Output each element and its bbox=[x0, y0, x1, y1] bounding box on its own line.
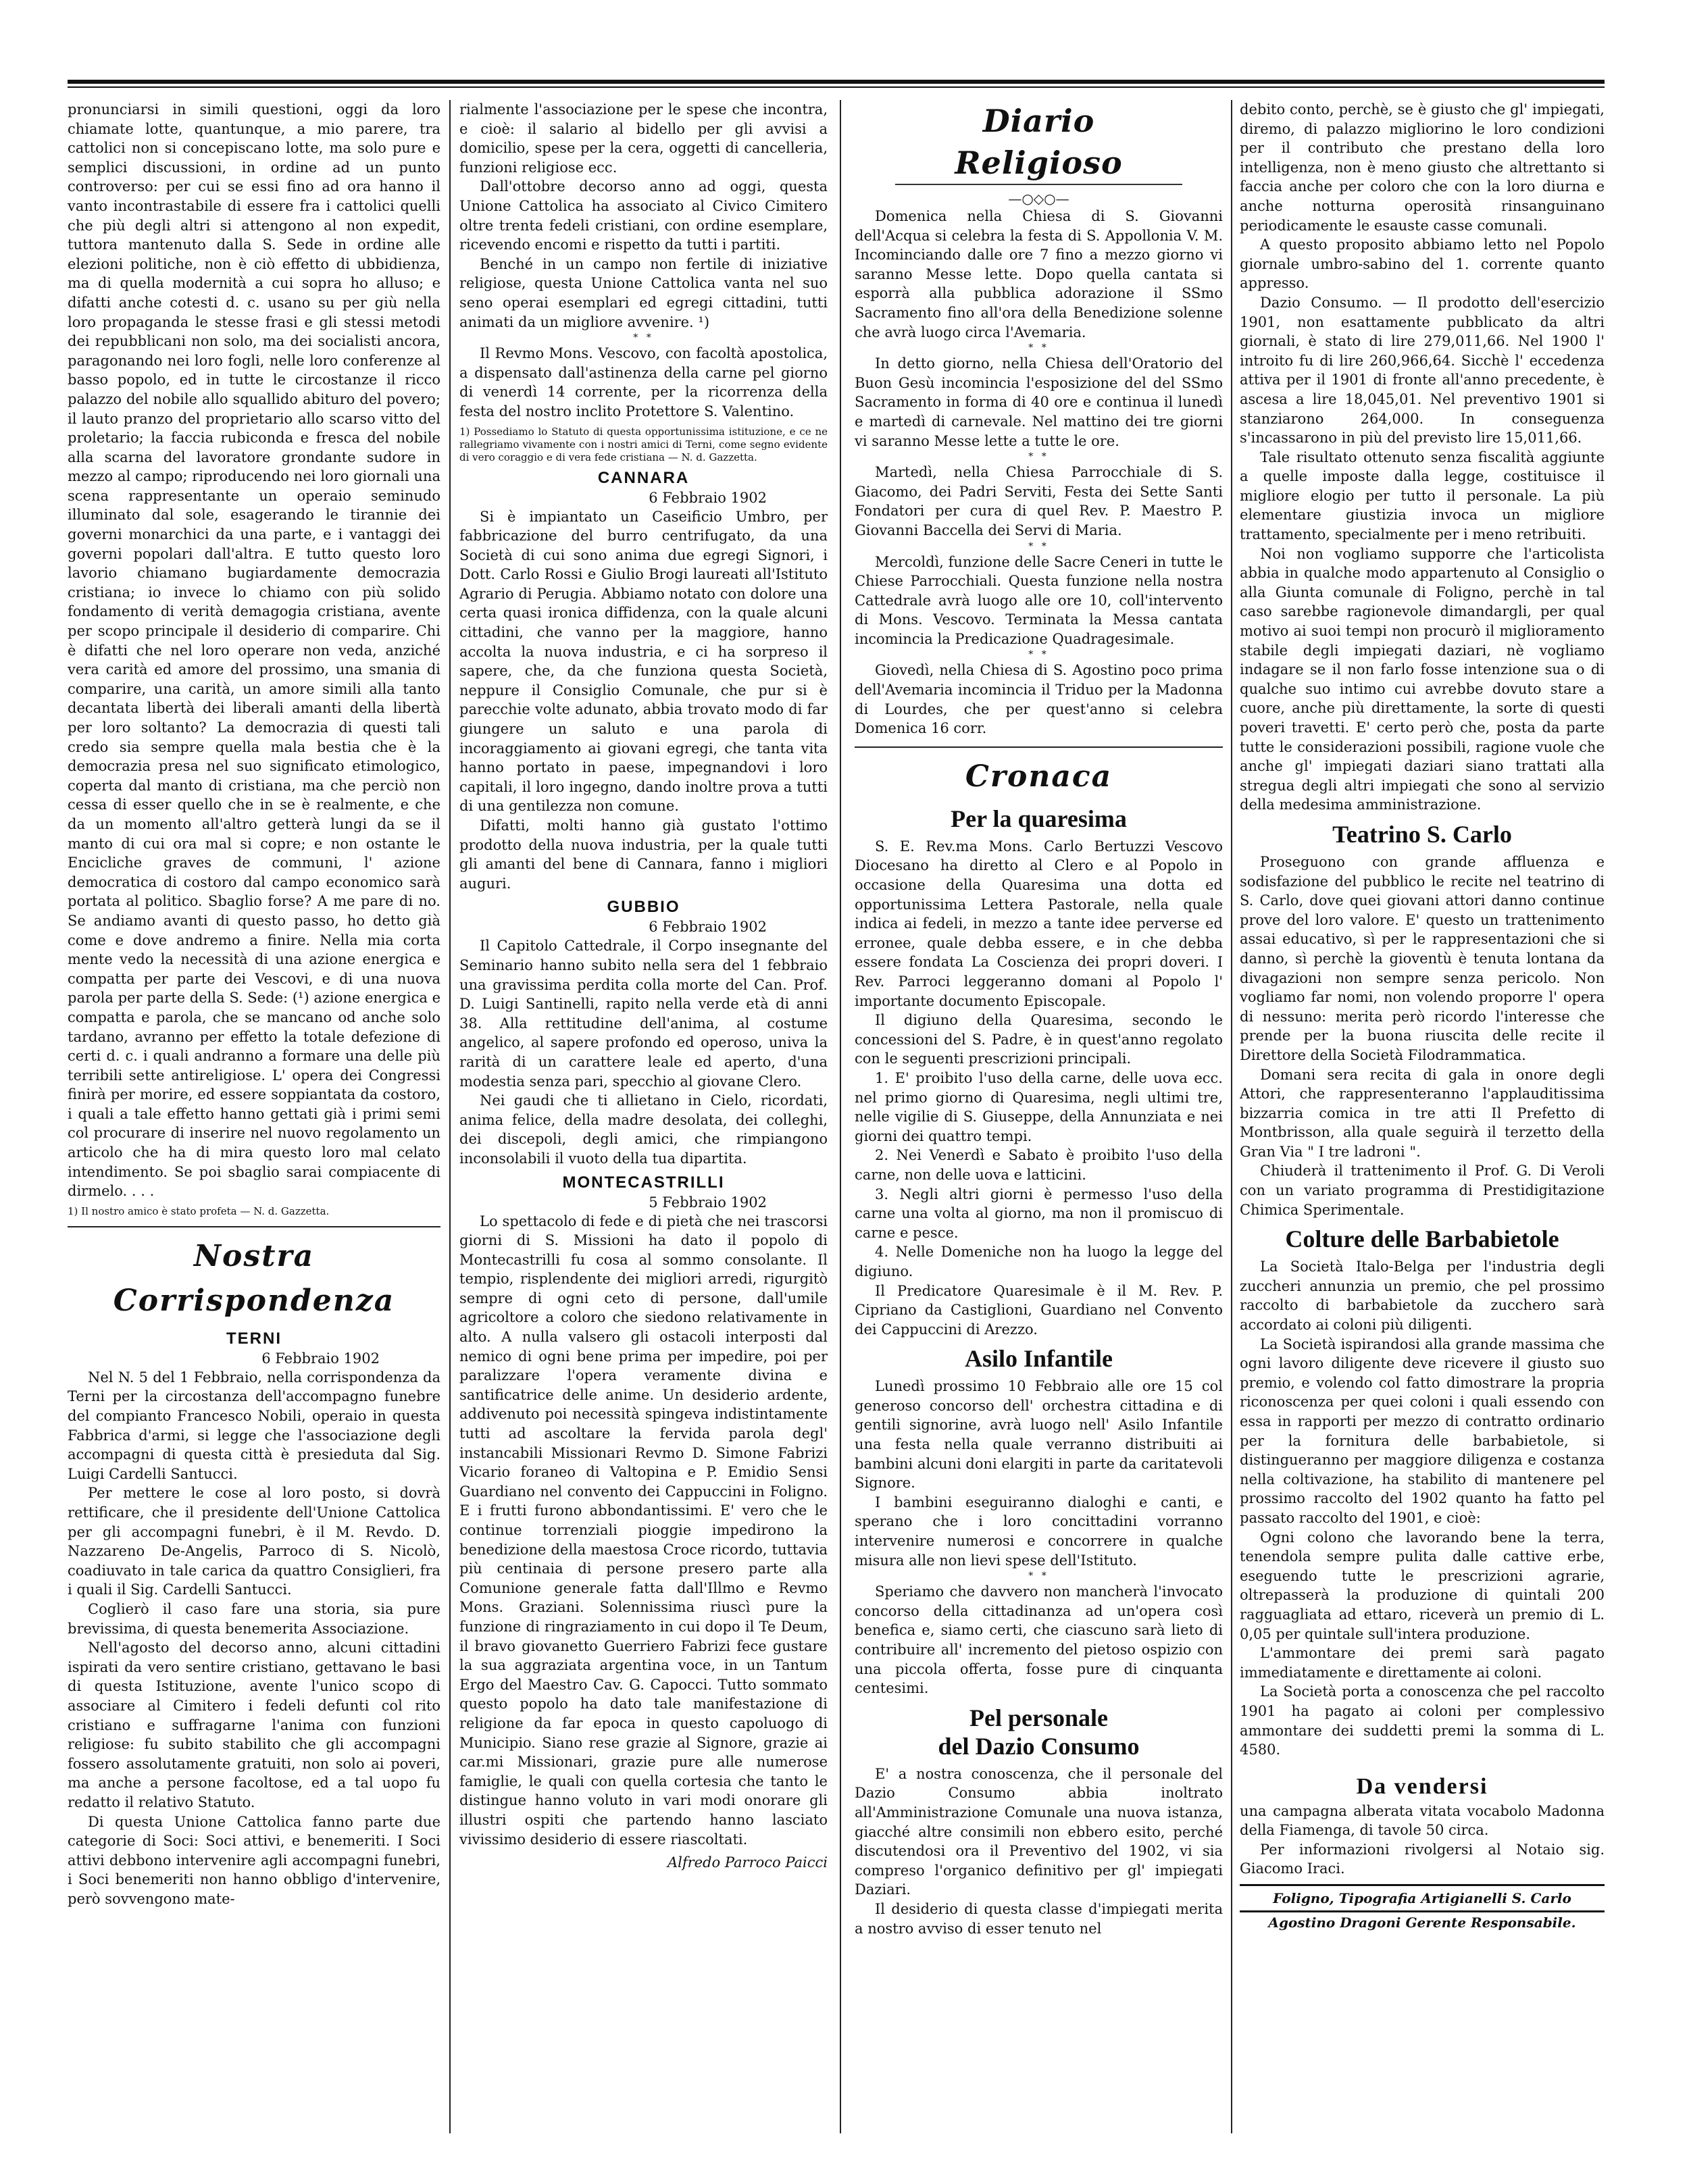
column-1 bbox=[68, 100, 440, 2160]
dateline-date: 5 Febbraio 1902 bbox=[649, 1194, 767, 1211]
article-paragraph: Domani sera recita di gala in onore degli Attori, che rappresenteranno l'applauditissima bizzarria comica in tre atti Il Prefetto di Montbrisson, alla quale seguirà il terzetto della Gran Via " I tre ladroni ". bbox=[1240, 1066, 1605, 1160]
column-rule bbox=[449, 100, 451, 2133]
asterism: * * bbox=[1028, 1571, 1049, 1582]
advertisement-title: Da vendersi bbox=[1356, 1773, 1488, 1799]
ornament: —○◇○— bbox=[1008, 191, 1069, 207]
article-headline: Pel personale bbox=[969, 1704, 1108, 1731]
article-paragraph: 4. Nelle Domeniche non ha luogo la legge del digiuno. bbox=[855, 1244, 1223, 1279]
article-headline: Teatrino S. Carlo bbox=[1332, 820, 1512, 848]
article-paragraph: pronunciarsi in simili questioni, oggi da loro chiamate lotte, quantunque, a mio parere, tra cattolici non si concepiscano lotte, ma solo pure e semplici discussioni, in ordine ad un punto controverso: per cui se essi fino ad ora hanno il vanto incontrastabile di essere fra i cattolici quelli che più degli altri si attengono al non expedit, tuttora mantenuto dalla S. Sede in ordine alle elezioni politiche, non è ciò effetto di ubbidienza, ma di quella modernità a cui sopra ho alluso; e difatti anche cotesti d. c. usano su per giù nella loro propaganda le stesse frasi e gli stessi metodi dei repubblicani non solo, ma dei socialisti ancora, paragonando nei loro fogli, nelle loro conferenze al basso popolo, ed in tutte le circostanze il ricco palazzo del nobile allo squallido abituro del povero; il lauto pranzo del proprietario allo scarso vitto del proletario; la faccia rubiconda e fresca del nobile alla scarna del lavoratore grondante sudore in mezzo al campo; riproducendo nei loro giornali una scena rappresentante un operaio seminudo illuminato dal sole, esagerando le tirannie dei governi monarchici da una parte, e i vantaggi dei governi popolari dall'altra. E tutto questo loro lavorio chiamano bugiardamente democrazia cristiana; io invece lo chiamo con più solido fondamento di verità demagogia cristiana, avente per scopo principale il desiderio di comparire. Chi è difatti che nel loro operare non veda, anziché vera carità ed amore del prossimo, una smania di comparire, una carità, un amore simili alla tanto decantata libertà dei liberali amanti della libertà per loro soltanto? La democrazia di questi tali credo sia sempre quella mala bestia che è la democrazia presa nel suo significato etimologico, coperta dal manto di cristiana, ma che perciò non cessa di esser quello che in se è realmente, e che da un momento all'altro getterà lungi da se il manto di cui ora mal si copre; e non ostante le Encicliche graves de communi, l' azione democratica di costoro dal campo economico sarà portata al politico. Sbaglio forse? A me pare di no. Se andiamo avanti di questo passo, ho detto già come e dove andremo a finire. Nella mia corta mente vedo la necessità di una azione energica e compatta per parte dei Vescovi, e di una nuova parola per parte della S. Sede: (¹) azione energica e compatta e parola, che se mancano od anche solo tardano, avranno per effetto la totale defezione di certi d. c. i quali andranno a formare una delle più terribili sette antireligiose. L' opera dei Congressi finirà per morire, ed essere soppiantata da costoro, i quali a tale effetto hanno gettati già i primi semi col procurare di inserire nel nuovo regolamento un articolo che ha di mira questo loro mal celato intendimento. Se poi sbaglio sarai compiacente di dirmelo. . . . bbox=[68, 101, 440, 1200]
publisher-imprint: Agostino Dragoni Gerente Responsabile. bbox=[1268, 1914, 1576, 1931]
newspaper-page bbox=[68, 80, 1605, 2160]
advertisement-text: Per informazioni rivolgersi al Notaio sig. Giacomo Iraci. bbox=[1240, 1841, 1605, 1877]
article-paragraph: Noi non vogliamo supporre che l'articolista abbia in qualche modo appartenuto al Consiglio o alla Giunta comunale di Foligno, perchè in tal caso sarebbe ragionevole dimandargli, per qual motivo ai suoi tempi non procurò il miglioramento stabile degli impiegati daziari, nè vogliamo indagare se il non farlo fosse intenzione sua o di qualche suo intimo cui avrebbe dovuto stare a cuore, anche più direttamente, la sorte di questi poveri travetti. E' certo però che, posta da parte tutte le considerazioni possibili, ragione vuole che anche gl' impiegati daziari siano trattati alla stregua degli altri impiegati che sono al servizio della medesima amministrazione. bbox=[1240, 545, 1605, 813]
asterism: * * bbox=[1028, 342, 1049, 354]
article-paragraph: La Società Italo-Belga per l'industria degli zuccheri annunzia un premio, che pel prossimo raccolto di barbabietole da zucchero sarà accordato ai coloni più diligenti. bbox=[1240, 1259, 1605, 1334]
article-headline: Per la quaresima bbox=[951, 805, 1127, 832]
asterism: * * bbox=[633, 332, 654, 344]
dateline-city: TERNI bbox=[226, 1329, 282, 1348]
article-paragraph: Di questa Unione Cattolica fanno parte due categorie di Soci: Soci attivi, e benemeriti. I Soci attivi debbono intervenire agli accompagni funebri, i Soci benemeriti non hanno obbligo d'intervenire, però sovvengono mate- bbox=[68, 1813, 440, 1907]
dateline-date: 6 Febbraio 1902 bbox=[649, 919, 767, 936]
section-divider bbox=[855, 746, 1223, 748]
article-paragraph: Martedì, nella Chiesa Parrocchiale di S. Giacomo, dei Padri Serviti, Festa dei Sette Santi Fondatori per cura di quel Rev. P. Maestro P. Giovanni Baccella dei Servi di Maria. bbox=[855, 464, 1223, 538]
signature: Alfredo Parroco Paicci bbox=[667, 1854, 828, 1871]
article-paragraph: S. E. Rev.ma Mons. Carlo Bertuzzi Vescovo Diocesano ha diretto al Clero e al Popolo in occasione della Quaresima una dotta ed opportunissima Lettera Pastorale, nella quale indica ai fedeli, in mezzo a tante idee perverse ed erronee, quale debba essere, e in che debba essere fondata La Coscienza dei propri doveri. I Rev. Parroci leggeranno domani al Popolo l' importante documento Episcopale. bbox=[855, 838, 1223, 1009]
article-paragraph: Per mettere le cose al loro posto, si dovrà rettificare, che il presidente dell'Unione Cattolica per gli accompagni funebri, è il M. Revdo. D. Nazzareno De-Angelis, Parroco di S. Nicolò, coadiuvato in tale carica da quattro Consiglieri, fra i quali il Sig. Cardelli Santucci. bbox=[68, 1485, 440, 1598]
section-heading-cronaca: Cronaca bbox=[965, 759, 1113, 794]
article-paragraph: Si è impiantato un Caseificio Umbro, per fabbricazione del burro centrifugato, da una Società di cui sono anima due egregi Signori, i Dott. Carlo Rossi e Giulio Brogi laureati all'Istituto Agrario di Perugia. Abbiamo notato con dolore una certa quasi ironica diffidenza, con la quale alcuni cittadini, che vanno per la maggiore, hanno accolta la nuova industria, e ci ha sorpreso il sapere, che, da che funziona questa Società, neppure il Consiglio Comunale, che pur si è parecchie volte adunato, abbia trovato modo di far giungere un saluto e una parola di incoraggiamento ai giovani egregi, che tanta vita hanno portato in paese, impegnandovi i loro capitali, il loro ingegno, dando inoltre prova a tutti di una gentilezza non comune. bbox=[459, 508, 828, 815]
article-paragraph: Dall'ottobre decorso anno ad oggi, questa Unione Cattolica ha associato al Civico Cimitero oltre trenta fedeli cristiani, con ordine esemplare, ricevendo encomi e rispetto da tutti i partiti. bbox=[459, 178, 828, 253]
article-paragraph: Il Capitolo Cattedrale, il Corpo insegnante del Seminario hanno subito nella sera del 1 febbraio una gravissima perdita colla morte del Can. Prof. D. Luigi Santinelli, rapito nella verde età di anni 38. Alla rettitudine dell'anima, al costume angelico, al sapere profondo ed operoso, univa la rarità di un carattere leale ed aperto, d'una modestia senza pari, specchio al giovane Clero. bbox=[459, 938, 828, 1090]
article-paragraph: Nel N. 5 del 1 Febbraio, nella corrispondenza da Terni per la circostanza dell'accompagno funebre del compianto Francesco Nobili, operaio in questa Fabbrica d'armi, si legge che l'associazione degli accompagni di questa città è presieduta dal Sig. Luigi Cardelli Santucci. bbox=[68, 1369, 440, 1482]
article-paragraph: Giovedì, nella Chiesa di S. Agostino poco prima dell'Avemaria incomincia il Triduo per la Madonna di Lourdes, che per quest'anno si celebra Domenica 16 corr. bbox=[855, 662, 1223, 737]
article-paragraph: Il Revmo Mons. Vescovo, con facoltà apostolica, a dispensato dall'astinenza della carne pel giorno di venerdì 14 corrente, per la ricorrenza della festa del nostro inclito Protettore S. Valentino. bbox=[459, 345, 828, 420]
column-3 bbox=[855, 100, 1223, 2160]
asterism: * * bbox=[1028, 451, 1049, 463]
dateline-city: GUBBIO bbox=[607, 898, 680, 917]
article-paragraph: 3. Negli altri giorni è permesso l'uso della carne una volta al giorno, ma non il promiscuo di carne e pesce. bbox=[855, 1186, 1223, 1241]
asterism: * * bbox=[1028, 540, 1049, 552]
article-paragraph: Tale risultato ottenuto senza fiscalità aggiunte a quelle imposte dalla legge, costituisce il migliore elogio per tutto il personale. La più elementare giustizia invoca un migliore trattamento, specialmente per i meno retribuiti. bbox=[1240, 449, 1605, 543]
column-rule bbox=[840, 100, 841, 2133]
column-4 bbox=[1240, 100, 1605, 2160]
article-headline: Asilo Infantile bbox=[964, 1345, 1113, 1373]
article-paragraph: Coglierò il caso fare una storia, sia pure brevissima, di questa benemerita Associazione. bbox=[68, 1600, 440, 1637]
article-paragraph: Domenica nella Chiesa di S. Giovanni dell'Acqua si celebra la festa di S. Appollonia V. M. Incominciando dalle ore 7 fino a mezzo giorno vi saranno Messe lette. Dopo quella cantata si esporrà alla pubblica adorazione il SSmo Sacramento fino all'ora della Benedizione solenne che avrà luogo circa l'Avemaria. bbox=[855, 208, 1223, 340]
article-paragraph: rialmente l'associazione per le spese che incontra, e cioè: il salario al bidello per gli avvisi a domicilio, spese per la cera, oggetti di cancelleria, funzioni religiose ecc. bbox=[459, 101, 828, 176]
article-paragraph: Benché in un campo non fertile di iniziative religiose, questa Unione Cattolica vanta nel suo seno operai esemplari ed egregi cittadini, tutti animati da un migliore avvenire. ¹) bbox=[459, 255, 828, 330]
section-divider bbox=[68, 1226, 440, 1227]
article-paragraph: E' a nostra conoscenza, che il personale del Dazio Consumo abbia inoltrato all'Amministrazione Comunale una nuova istanza, giacché altre consimili non ebbero esito, perché discutendosi ora il Preventivo del 1902, vi sia compreso l'organico definitivo per gl' impiegati Daziari. bbox=[855, 1765, 1223, 1898]
top-rule bbox=[68, 80, 1605, 84]
section-heading-diario-religioso: Diario Religioso bbox=[895, 100, 1182, 185]
article-paragraph: L'ammontare dei premi sarà pagato immediatamente e direttamente ai coloni. bbox=[1240, 1645, 1605, 1681]
asterism: * * bbox=[1028, 649, 1049, 661]
section-heading-corrispondenza: Nostra Corrispondenza bbox=[113, 1238, 395, 1318]
printer-imprint: Foligno, Tipografia Artigianelli S. Carlo bbox=[1240, 1884, 1605, 1912]
footnote: 1) Il nostro amico è stato profeta — N. d. Gazzetta. bbox=[68, 1204, 330, 1217]
article-paragraph: Il Predicatore Quaresimale è il M. Rev. P. Cipriano da Castiglioni, Guardiano nel Convento dei Cappuccini di Arezzo. bbox=[855, 1282, 1223, 1338]
article-paragraph: Proseguono con grande affluenza e sodisfazione del pubblico le recite nel teatrino di S. Carlo, dove quei giovani attori danno continue prove del loro valore. E' questo un trattenimento assai educativo, sì per le rappresentazioni che si danno, sì perchè la gioventù è tenuta lontana da divagazioni non sempre senza pericolo. Non vogliamo far nomi, non volendo proporre l' opera di nessuno: merita però ricordo l'interesse che prende per la buona riuscita delle recite il Direttore della Società Filodrammatica. bbox=[1240, 853, 1605, 1063]
top-rule-thin bbox=[68, 86, 1605, 88]
article-paragraph: debito conto, perchè, se è giusto che gl' impiegati, diremo, di palazzo migliorino le loro condizioni per il contributo che prestano della loro intelligenza, non è meno giusto che altrettanto si faccia anche per coloro che con la loro diurna e anche notturna operosità rinsanguinano periodicamente le esauste casse comunali. bbox=[1240, 101, 1605, 234]
advertisement-text: una campagna alberata vitata vocabolo Madonna della Fiamenga, di tavole 50 circa. bbox=[1240, 1802, 1605, 1839]
dateline-date: 6 Febbraio 1902 bbox=[649, 489, 767, 506]
article-headline: del Dazio Consumo bbox=[938, 1732, 1140, 1760]
dateline-date: 6 Febbraio 1902 bbox=[261, 1350, 380, 1367]
article-paragraph: Nei gaudi che ti allietano in Cielo, ricordati, anima felice, della madre desolata, dei colleghi, dei discepoli, degli amici, che rimpiangono inconsolabili il vuoto della tua dipartita. bbox=[459, 1092, 828, 1167]
article-paragraph: Ogni colono che lavorando bene la terra, tenendola sempre pulita dalle cattive erbe, eseguendo tutte le prescrizioni agrarie, oltrepasserà la produzione di quintali 200 ragguagliata ad ettaro, riceverà un premio di L. 0,05 per quintale sull'intera produzione. bbox=[1240, 1529, 1605, 1642]
article-paragraph: A questo proposito abbiamo letto nel Popolo giornale umbro-sabino del 1. corrente quanto appresso. bbox=[1240, 236, 1605, 292]
article-paragraph: Difatti, molti hanno già gustato l'ottimo prodotto della nuova industria, per la quale tutti gli amanti del bene di Cannara, fanno i migliori auguri. bbox=[459, 817, 828, 892]
article-paragraph: Dazio Consumo. — Il prodotto dell'esercizio 1901, non esattamente pubblicato da altri giornali, è stato di lire 279,011,66. Nel 1900 l' introito fu di lire 260,966,64. Sicchè l' eccedenza attiva per il 1901 di fronte all'anno precedente, è ascesa a lire 18,045,01. Nel preventivo 1901 si stanziarono 264,000. In conseguenza s'incassarono in più del previsto lire 15,011,66. bbox=[1240, 294, 1605, 447]
article-paragraph: La Società ispirandosi alla grande massima che ogni lavoro diligente deve ricevere il giusto suo premio, e volendo col fatto dimostrare la propria riconoscenza per quei coloni i quali essendo con essa in rapporti per mezzo di contratto ordinario per la fornitura delle barbabietole, si distingueranno per maggiore diligenza e costanza nella coltivazione, ha stabilito di mantenere pel prossimo raccolto del 1902 quanto ha fatto pel passato raccolto del 1901, e cioè: bbox=[1240, 1336, 1605, 1526]
article-paragraph: 2. Nei Venerdì e Sabato è proibito l'uso della carne, non delle uova e latticini. bbox=[855, 1147, 1223, 1183]
column-2 bbox=[459, 100, 828, 2160]
article-paragraph: Chiuderà il trattenimento il Prof. G. Di Veroli con un variato programma di Prestidigitazione Chimica Sperimentale. bbox=[1240, 1163, 1605, 1218]
article-paragraph: I bambini eseguiranno dialoghi e canti, e sperano che i loro concittadini vorranno intervenire numerosi e concorrere in qualche misura alle non lievi spese dell'Istituto. bbox=[855, 1494, 1223, 1569]
column-rule bbox=[1231, 100, 1232, 2133]
article-paragraph: 1. E' proibito l'uso della carne, delle uova ecc. nel primo giorno di Quaresima, negli ultimi tre, nelle vigilie di S. Giuseppe, della Annunziata e nei giorni dei quattro tempi. bbox=[855, 1069, 1223, 1144]
footnote: 1) Possediamo lo Statuto di questa opportunissima istituzione, e ce ne rallegriamo vivamente con i nostri amici di Terni, come segno evidente di vero coraggio e di vera fede cristiana — N. d. Gazzetta. bbox=[459, 425, 828, 463]
article-paragraph: Il digiuno della Quaresima, secondo le concessioni del S. Padre, è in quest'anno regolato con le seguenti prescrizioni principali. bbox=[855, 1012, 1223, 1067]
article-paragraph: Speriamo che davvero non mancherà l'invocato concorso della cittadinanza ad un'opera così benefica e, siamo certi, che ciascuno sarà lieto di contribuire all' incremento del pietoso ospizio con una piccola offerta, fosse pure di cinquanta centesimi. bbox=[855, 1583, 1223, 1697]
dateline-city: CANNARA bbox=[597, 468, 690, 487]
article-paragraph: In detto giorno, nella Chiesa dell'Oratorio del Buon Gesù incomincia l'esposizione del del SSmo Sacramento in forma di 40 ore e continua il lunedì e martedì di carnevale. Nel mattino dei tre giorni vi saranno Messe lette a tutte le ore. bbox=[855, 355, 1223, 449]
article-paragraph: Mercoldì, funzione delle Sacre Ceneri in tutte le Chiese Parrocchiali. Questa funzione nella nostra Cattedrale avrà luogo alle ore 10, coll'intervento di Mons. Vescovo. Terminata la Messa cantata incomincia la Predicazione Quadragesimale. bbox=[855, 553, 1223, 647]
article-paragraph: Nell'agosto del decorso anno, alcuni cittadini ispirati da vero sentire cristiano, gettavano le basi di questa Istituzione, avente l'unico scopo di associare al Cimitero i fedeli defunti col rito cristiano e suffragarne l'anima con funzioni religiose: fu subito stabilito che gli accompagni fossero assolutamente gratuiti, non solo ai poveri, ma anche a persone facoltose, ed a tal uopo fu redatto il relativo Statuto. bbox=[68, 1640, 440, 1810]
article-paragraph: Lunedì prossimo 10 Febbraio alle ore 15 col generoso concorso dell' orchestra cittadina e di gentili signorine, avrà luogo nell' Asilo Infantile una festa nella quale verranno distribuiti ai bambini alcuni doni elargiti in parte da caritatevoli Signore. bbox=[855, 1378, 1223, 1492]
dateline-city: MONTECASTRILLI bbox=[562, 1173, 725, 1192]
article-paragraph: La Società porta a conoscenza che pel raccolto 1901 ha pagato ai coloni per complessivo ammontare dei suddetti premi la somma di L. 4580. bbox=[1240, 1683, 1605, 1758]
article-paragraph: Il desiderio di questa classe d'impiegati merita a nostro avviso di esser tenuto nel bbox=[855, 1900, 1223, 1937]
article-paragraph: Lo spettacolo di fede e di pietà che nei trascorsi giorni di S. Missioni ha dato il popolo di Montecastrilli fu cosa al sommo consolante. Il tempio, risplendente dei migliori arredi, rigurgitò sempre di ogni ceto di persone, dall'umile agricoltore a coloro che siedono relativamente in alto. A nulla valsero gli ostacoli interposti dal nemico di ogni bene prima per impedire, poi per paralizzare l'opera veramente divina e santificatrice delle anime. Un desiderio ardente, addivenuto poi necessità spingeva indistintamente tutti ad ascoltare la fervida parola degl' instancabili Missionari Revmo D. Simone Fabrizi Vicario foraneo di Valtopina e P. Emidio Sensi Guardiano nel convento dei Cappuccini in Foligno. E i frutti furono abbondantissimi. E' vero che le continue torrenziali pioggie impedirono la benedizione della maestosa Croce ricordo, tuttavia più centinaia di persone presero parte alla Comunione generale fatta dall'Illmo e Revmo Mons. Graziani. Solennissima riuscì pure la funzione di ringraziamento in cui dopo il Te Deum, il bravo giovanetto Guerriero Fabrizi fece gustare la sua aggraziata argentina voce, in un Tantum Ergo del Maestro Cav. G. Capocci. Tutto sommato questo popolo ha dato tale manifestazione di religione da far epoca in questo capoluogo di Municipio. Siano rese grazie al Signore, grazie ai car.mi Missionari, grazie pure alle numerose famiglie, le quali con quella cortesia che tanto le distingue hanno voluto in vari modi onorare gli illustri ospiti che partendo hanno lasciato vivissimo desiderio di essere riascoltati. bbox=[459, 1213, 828, 1848]
article-headline: Colture delle Barbabietole bbox=[1285, 1225, 1559, 1253]
